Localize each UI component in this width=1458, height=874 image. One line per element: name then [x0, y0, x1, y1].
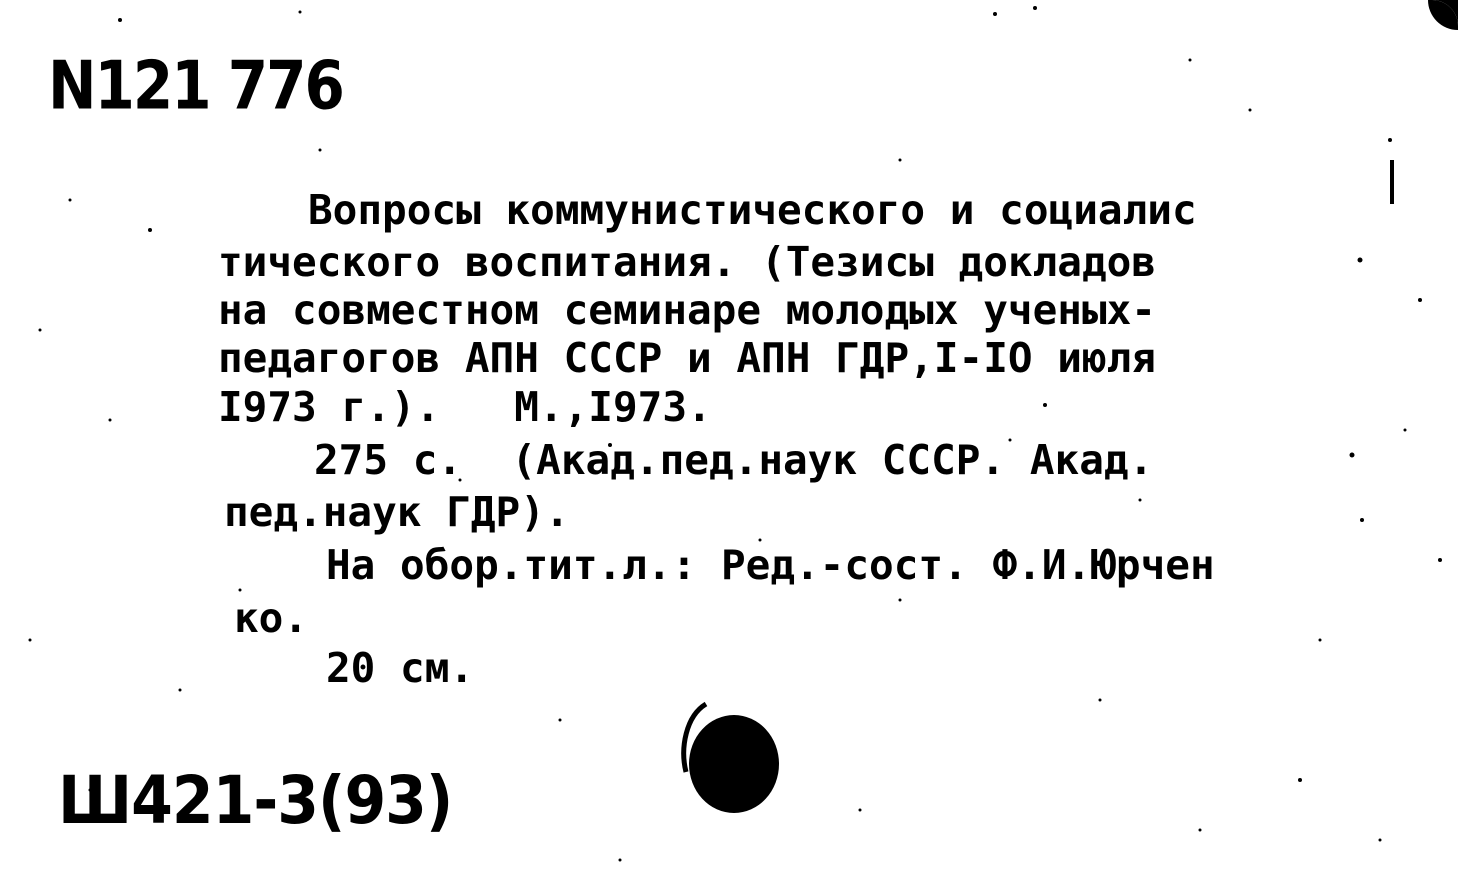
entry-line-3: на совместном семинаре молодых ученых-: [218, 286, 1156, 334]
shelf-code: Ш421-3(93): [58, 762, 453, 840]
entry-line-10: 20 см.: [326, 644, 475, 692]
call-number: N121 776: [48, 46, 343, 125]
punch-hole-blot: [676, 698, 782, 814]
entry-line-6: 275 с. (Акад.пед.наук СССР. Акад.: [314, 436, 1154, 484]
entry-line-4: педагогов АПН СССР и АПН ГДР,I-IO июля: [218, 334, 1156, 382]
entry-line-8: На обор.тит.л.: Ред.-сост. Ф.И.Юрчен: [326, 541, 1215, 589]
entry-line-1: Вопросы коммунистического и социалис: [308, 186, 1197, 234]
entry-line-7: пед.наук ГДР).: [224, 488, 570, 536]
entry-line-9: ко.: [234, 594, 309, 642]
entry-line-5: I973 г.). М.,I973.: [218, 383, 712, 431]
entry-line-2: тического воспитания. (Тезисы докладов: [218, 238, 1156, 286]
